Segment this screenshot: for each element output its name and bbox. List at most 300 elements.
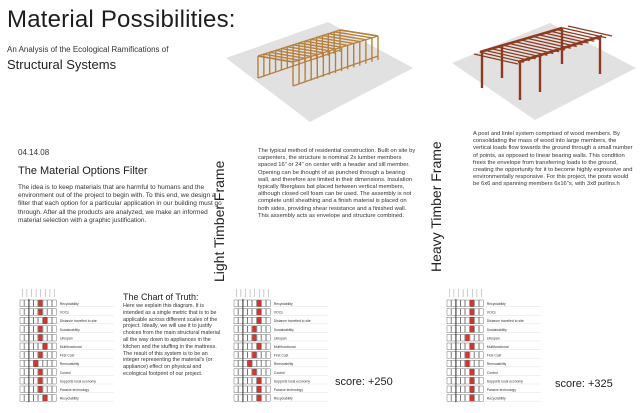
chart-cell [262,352,266,359]
chart-cell [239,395,243,402]
chart-cell [239,300,243,307]
chart-cell [461,300,465,307]
chart-cell [475,317,479,324]
chart-row-label: Recyclability [273,302,293,306]
chart-cell [447,300,451,307]
chart-cell-filled [465,334,469,341]
chart-cell-filled [465,352,469,359]
chart-cell [452,343,456,350]
chart-cell [479,334,483,341]
chart-cell-filled [252,326,256,333]
chart-cell [29,352,33,359]
chart-row-label: Control [59,370,71,375]
light-frame-score: score: +250 [335,376,393,388]
chart-row-label: Distance travelled to site [486,319,524,324]
chart-cell [52,334,56,341]
chart-cell [465,326,469,333]
chart-cell [20,395,24,402]
chart-cell-filled [470,377,474,384]
chart-cell [234,395,238,402]
chart-cell [465,343,469,350]
filter-paragraph: The idea is to keep materials that are harmful to humans and the environment out of the project to begin with. To this end, we design a filter that each option for a particular application in our building must go through. After all the products are analyzed, we make an informed material selection with a graphic justification. [18,184,222,224]
chart-cell [465,395,469,402]
light-frame-title: Light Timber Frame [211,160,227,282]
chart-cell [243,395,247,402]
chart-cell [262,334,266,341]
chart-cell-filled [43,343,47,350]
chart-row-label: First Cost [486,353,502,358]
chart-cell [479,360,483,367]
chart-cell [52,343,56,350]
chart-cell [452,309,456,316]
chart-cell [479,309,483,316]
chart-row-label: Recyclability [59,302,79,306]
chart-cell [239,309,243,316]
chart-cell [29,343,33,350]
chart-row-label: First Cost [273,353,289,358]
chart-cell [461,352,465,359]
chart-cell [461,343,465,350]
chart-cell [25,300,29,307]
chart-cell-filled [38,334,42,341]
chart-cell [266,369,270,376]
chart-cell [248,343,252,350]
chart-cell [262,300,266,307]
chart-cell [34,317,38,324]
chart-cell [461,395,465,402]
chart-cell [465,377,469,384]
chart-cell [262,386,266,393]
chart-cell [234,326,238,333]
truth-chart-light-frame [232,285,330,407]
chart-cell [248,317,252,324]
chart-row-label: Supports local economy [273,379,310,384]
chart-cell-filled [257,377,261,384]
filter-heading: The Material Options Filter [18,165,148,177]
chart-cell [452,334,456,341]
chart-cell-filled [38,377,42,384]
chart-cell [52,360,56,367]
chart-cell [262,377,266,384]
chart-cell [48,326,52,333]
chart-cell [447,369,451,376]
chart-cell [52,369,56,376]
chart-cell [34,309,38,316]
chart-cell [456,369,460,376]
truth-chart-reference [18,285,116,407]
chart-cell [447,395,451,402]
chart-cell [43,334,47,341]
chart-cell [243,352,247,359]
chart-row-label: VOCs [59,310,69,315]
chart-cell [239,317,243,324]
chart-cell [456,334,460,341]
chart-cell [262,395,266,402]
chart-cell [239,369,243,376]
chart-cell [25,352,29,359]
chart-cell [52,386,56,393]
chart-cell-filled [470,300,474,307]
chart-cell [266,386,270,393]
chart-cell [248,300,252,307]
chart-cell [29,377,33,384]
chart-cell [29,326,33,333]
chart-row-label: Recyclability [273,396,293,401]
chart-cell [248,386,252,393]
chart-cell-filled [470,309,474,316]
chart-row-label: Supports local economy [486,379,523,384]
chart-cell [479,377,483,384]
chart-cell [239,377,243,384]
chart-cell [25,395,29,402]
chart-cell [239,326,243,333]
chart-cell [475,309,479,316]
chart-cell [447,377,451,384]
chart-cell [257,360,261,367]
chart-cell [465,386,469,393]
chart-row-label: Sustainability [59,327,80,332]
chart-cell [29,334,33,341]
chart-cell [29,309,33,316]
chart-cell [461,309,465,316]
chart-cell [43,369,47,376]
chart-cell [456,377,460,384]
chart-cell [252,309,256,316]
chart-cell [248,334,252,341]
chart-cell [262,309,266,316]
chart-cell [456,352,460,359]
chart-cell [20,369,24,376]
chart-row-label: Removability [486,362,507,367]
chart-cell [447,360,451,367]
chart-cell [479,352,483,359]
chart-cell [234,352,238,359]
chart-cell [479,300,483,307]
chart-cell [52,377,56,384]
chart-cell [29,386,33,393]
chart-cell [470,360,474,367]
page-title: Material Possibilities: [7,6,236,33]
chart-cell [262,326,266,333]
chart-cell [52,326,56,333]
chart-cell [20,326,24,333]
chart-cell [243,386,247,393]
chart-cell [479,386,483,393]
chart-cell [461,386,465,393]
chart-cell-filled [257,386,261,393]
chart-cell [48,360,52,367]
truth-chart-svg [18,285,116,407]
chart-cell [252,300,256,307]
chart-cell [243,343,247,350]
chart-cell [48,352,52,359]
chart-cell [29,395,33,402]
chart-cell [34,369,38,376]
chart-cell [243,369,247,376]
chart-cell [452,326,456,333]
chart-row-label: Lifespan [273,336,287,341]
chart-cell-filled [257,309,261,316]
chart-cell [266,377,270,384]
chart-cell [248,377,252,384]
chart-cell [461,334,465,341]
chart-cell [456,386,460,393]
chart-cell-filled [465,360,469,367]
chart-cell-filled [38,326,42,333]
chart-cell [470,334,474,341]
chart-cell [465,369,469,376]
chart-cell [452,369,456,376]
chart-cell-filled [38,300,42,307]
chart-cell [48,369,52,376]
chart-cell-filled [470,369,474,376]
chart-cell [29,369,33,376]
chart-cell [34,352,38,359]
chart-cell [479,343,483,350]
chart-cell [456,343,460,350]
chart-cell [43,377,47,384]
chart-cell [20,334,24,341]
chart-cell [52,309,56,316]
chart-cell [43,300,47,307]
chart-row-label: Recyclability [486,302,506,306]
chart-cell [20,317,24,324]
chart-row-label: Passive technology [59,388,90,392]
chart-cell [234,386,238,393]
chart-cell-filled [257,300,261,307]
chart-cell [34,326,38,333]
truth-chart-svg [232,285,330,407]
chart-cell [262,369,266,376]
chart-cell [266,300,270,307]
chart-row-label: Removability [273,362,294,367]
chart-cell [243,377,247,384]
page-subtitle: An Analysis of the Ecological Ramifications of [7,45,169,54]
chart-cell [20,300,24,307]
chart-cell [43,360,47,367]
chart-cell [239,352,243,359]
chart-cell [475,300,479,307]
chart-cell-filled [470,317,474,324]
chart-cell [25,360,29,367]
chart-cell [52,352,56,359]
chart-cell [465,317,469,324]
chart-cell [25,334,29,341]
chart-cell [20,360,24,367]
chart-cell-filled [43,317,47,324]
chart-cell [447,386,451,393]
chart-cell [475,395,479,402]
chart-cell [25,343,29,350]
chart-cell [252,377,256,384]
chart-row-label: Distance travelled to site [59,319,97,324]
chart-row-label: Multifunctional [59,345,82,349]
chart-cell [52,395,56,402]
chart-cell [475,360,479,367]
chart-cell [243,317,247,324]
chart-cell [479,395,483,402]
chart-cell [447,309,451,316]
heavy-frame-model [440,8,640,123]
chart-cell [447,326,451,333]
chart-cell [20,343,24,350]
chart-cell [25,377,29,384]
chart-cell [461,326,465,333]
chart-cell [38,343,42,350]
chart-cell [456,360,460,367]
chart-cell [52,317,56,324]
chart-cell [52,300,56,307]
chart-cell [29,317,33,324]
chart-cell [452,377,456,384]
chart-cell-filled [252,352,256,359]
chart-cell [266,343,270,350]
chart-cell [43,352,47,359]
chart-cell [266,360,270,367]
chart-cell [48,309,52,316]
chart-cell [452,352,456,359]
chart-cell [25,326,29,333]
chart-cell-filled [34,360,38,367]
chart-cell [48,386,52,393]
truth-heading: The Chart of Truth: [123,292,199,302]
chart-cell [43,309,47,316]
chart-cell [243,360,247,367]
chart-cell [25,369,29,376]
chart-cell [252,360,256,367]
chart-cell [243,326,247,333]
chart-cell [239,334,243,341]
chart-cell [34,300,38,307]
chart-cell [461,369,465,376]
chart-cell-filled [252,334,256,341]
chart-row-label: Passive technology [486,388,517,392]
chart-cell [456,395,460,402]
chart-cell [43,386,47,393]
chart-cell [29,300,33,307]
chart-cell [452,317,456,324]
chart-cell [447,317,451,324]
chart-cell [25,386,29,393]
chart-cell-filled [257,343,261,350]
chart-cell [48,334,52,341]
chart-row-label: Recyclability [486,396,506,401]
date-label: 04.14.08 [18,148,50,157]
chart-cell [252,395,256,402]
chart-cell [34,343,38,350]
chart-cell [452,360,456,367]
chart-cell [234,309,238,316]
chart-row-label: Control [486,370,498,375]
chart-cell-filled [43,395,47,402]
chart-cell [248,395,252,402]
light-frame-description: The typical method of residential construction. Built on site by carpenters, the structure is nominal 2x lumber members spaced 16" or 24" on center with a header and sill member. Opening can be thought of as punched through a bearing wall, and therefore are limited in their dimensions. Insulation typically fiberglass bat placed between vertical members, although closed cell foam can be used. The assembly is not complete until sheathing and a finish material is placed on both sides, providing shear resistance and a finished wall. This assembly acts as envelope and structure combined. [258,148,416,219]
chart-cell [475,377,479,384]
truth-chart-svg [445,285,543,407]
chart-row-label: Lifespan [486,336,500,341]
chart-cell [475,334,479,341]
chart-cell-filled [38,386,42,393]
chart-cell [475,343,479,350]
chart-cell [25,309,29,316]
chart-cell [257,334,261,341]
chart-row-label: Multifunctional [486,345,509,349]
light-frame-model [218,10,418,125]
chart-cell [266,334,270,341]
chart-cell [447,352,451,359]
chart-cell [243,334,247,341]
chart-cell [262,343,266,350]
chart-cell [447,343,451,350]
chart-cell [48,395,52,402]
chart-cell [452,395,456,402]
chart-cell [475,386,479,393]
chart-cell [48,343,52,350]
chart-cell [475,352,479,359]
chart-cell [461,377,465,384]
chart-cell [266,352,270,359]
chart-cell [243,309,247,316]
chart-cell [266,309,270,316]
chart-cell [20,386,24,393]
chart-row-label: Sustainability [486,327,507,332]
chart-cell [34,377,38,384]
chart-cell [257,326,261,333]
chart-cell [262,317,266,324]
chart-cell [20,377,24,384]
chart-cell [470,352,474,359]
chart-cell [475,369,479,376]
chart-cell [34,386,38,393]
chart-cell [234,369,238,376]
chart-row-label: Recyclability [59,396,79,401]
chart-cell [20,309,24,316]
heavy-frame-description: A post and lintel system comprised of wood members. By consolidating the mass of wood into large members, the vertical loads flow towards the ground through a small number of points, as opposed to linear bearing walls. This condition frees the envelope from transferring loads to the ground, creating the opportunity for it to become highly expressive and environmentally responsive. For this project, the posts would be 6x6 and spanning members 6x16"s, with 3x8 purlins.h [473,131,633,188]
chart-cell-filled [257,317,261,324]
chart-cell [239,386,243,393]
ground-plane [452,23,636,120]
chart-cell [38,395,42,402]
chart-row-label: Multifunctional [273,345,296,349]
chart-cell-filled [470,326,474,333]
chart-cell [461,360,465,367]
chart-cell [465,300,469,307]
chart-cell [456,300,460,307]
chart-row-label: Distance travelled to site [273,319,311,324]
chart-cell [234,360,238,367]
chart-cell [257,369,261,376]
chart-cell [34,334,38,341]
heavy-frame-score: score: +325 [555,378,613,390]
chart-cell [252,386,256,393]
chart-cell [475,326,479,333]
chart-cell [234,334,238,341]
chart-cell [234,300,238,307]
chart-cell [262,360,266,367]
chart-cell-filled [38,352,42,359]
chart-cell [248,326,252,333]
chart-cell [234,377,238,384]
chart-cell [234,317,238,324]
chart-cell [43,326,47,333]
chart-cell [239,360,243,367]
chart-row-label: Passive technology [273,388,304,392]
chart-row-label: Control [273,370,285,375]
chart-row-label: Removability [59,362,80,367]
chart-cell [456,317,460,324]
chart-cell [465,309,469,316]
chart-row-label: VOCs [486,310,496,315]
